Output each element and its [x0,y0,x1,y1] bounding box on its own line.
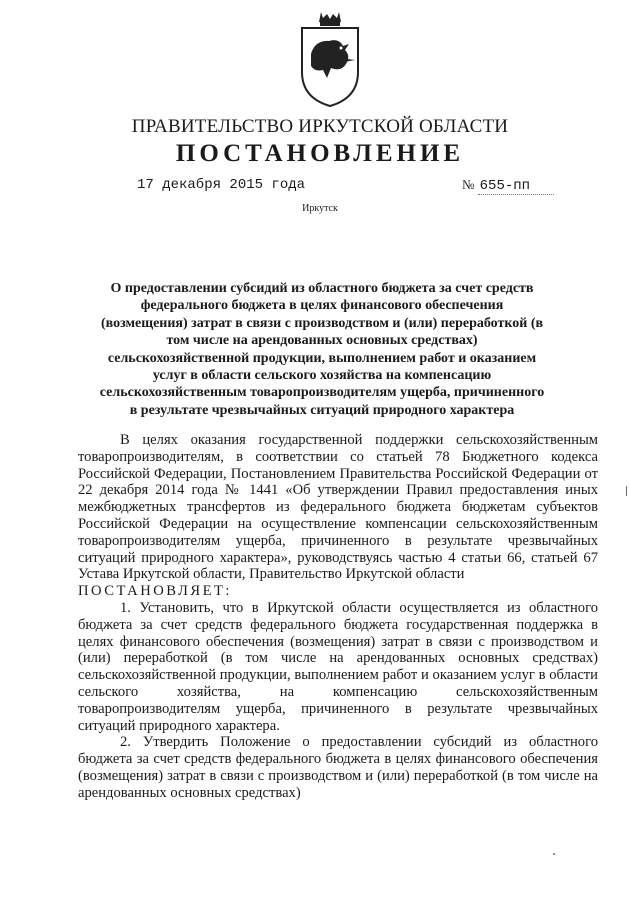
item-1-paragraph: 1. Установить, что в Иркутской области осуществляется из областного бюджета за счет средств федерального бюджета государственная поддержка в целях финансового обеспечения (возмещения) затрат в связи с производством и (или) переработкой (в том числе на арендованных основных средствах) сельскохозяйственной продукции, выполнением работ и оказанием услуг в области сельского хозяйства, на компенсацию сельскохозяйственным товаропроизводителям ущерба, причиненного в результате чрезвычайных ситуаций природного характера. [78,599,598,734]
government-name: ПРАВИТЕЛЬСТВО ИРКУТСКОЙ ОБЛАСТИ [131,116,509,137]
coat-of-arms-icon [299,10,361,108]
scan-speck [626,486,627,496]
decree-date-value: 17 декабря 2015 года [137,177,306,193]
decree-number [462,177,554,195]
document-title: О предоставлении субсидий из областного бюджета за счет средств федерального бюджета в целях финансового обеспечения (возмещения) затрат в связи с производством и (или) переработкой (в том числе на арендованных основных средствах) сельскохозяйственной продукции, выполнением работ и оказанием услуг в области сельского хозяйства на компенсацию сельскохозяйственным товаропроизводителям ущерба, причиненного в результате чрезвычайных ситуаций природного характера [99,281,545,418]
document-body [78,432,598,802]
city: Иркутск [302,203,338,214]
number-sign: № [462,177,475,192]
item-2-paragraph: 2. Утвердить Положение о предоставлении субсидий из областного бюджета за счет средств федерального бюджета в целях финансового обеспечения (возмещения) затрат в связи с производством и (или) переработкой (в том числе на арендованных основных средствах) [78,734,598,801]
preamble-paragraph: В целях оказания государственной поддержки сельскохозяйственным товаропроизводителям, в соответствии со статьей 78 Бюджетного кодекса Российской Федерации, Постановлением Правительства Российской Федерации от 22 декабря 2014 года № 1441 «Об утверждении Правил предоставления иных межбюджетных трансфертов из федерального бюджета бюджетам субъектов Российской Федерации на осуществление компенсации сельскохозяйственным товаропроизводителям ущерба, причиненного в результате чрезвычайных ситуаций природного характера», руководствуясь частью 4 статьи 66, статьей 67 Устава Иркутской области, Правительство Иркутской области [78,432,598,583]
document-type: ПОСТАНОВЛЕНИЕ [175,140,465,167]
decree-date [137,177,305,193]
scan-speck [553,853,555,855]
resolves-heading: ПОСТАНОВЛЯЕТ: [78,583,232,600]
decree-number-value: 655-пп [478,178,554,195]
